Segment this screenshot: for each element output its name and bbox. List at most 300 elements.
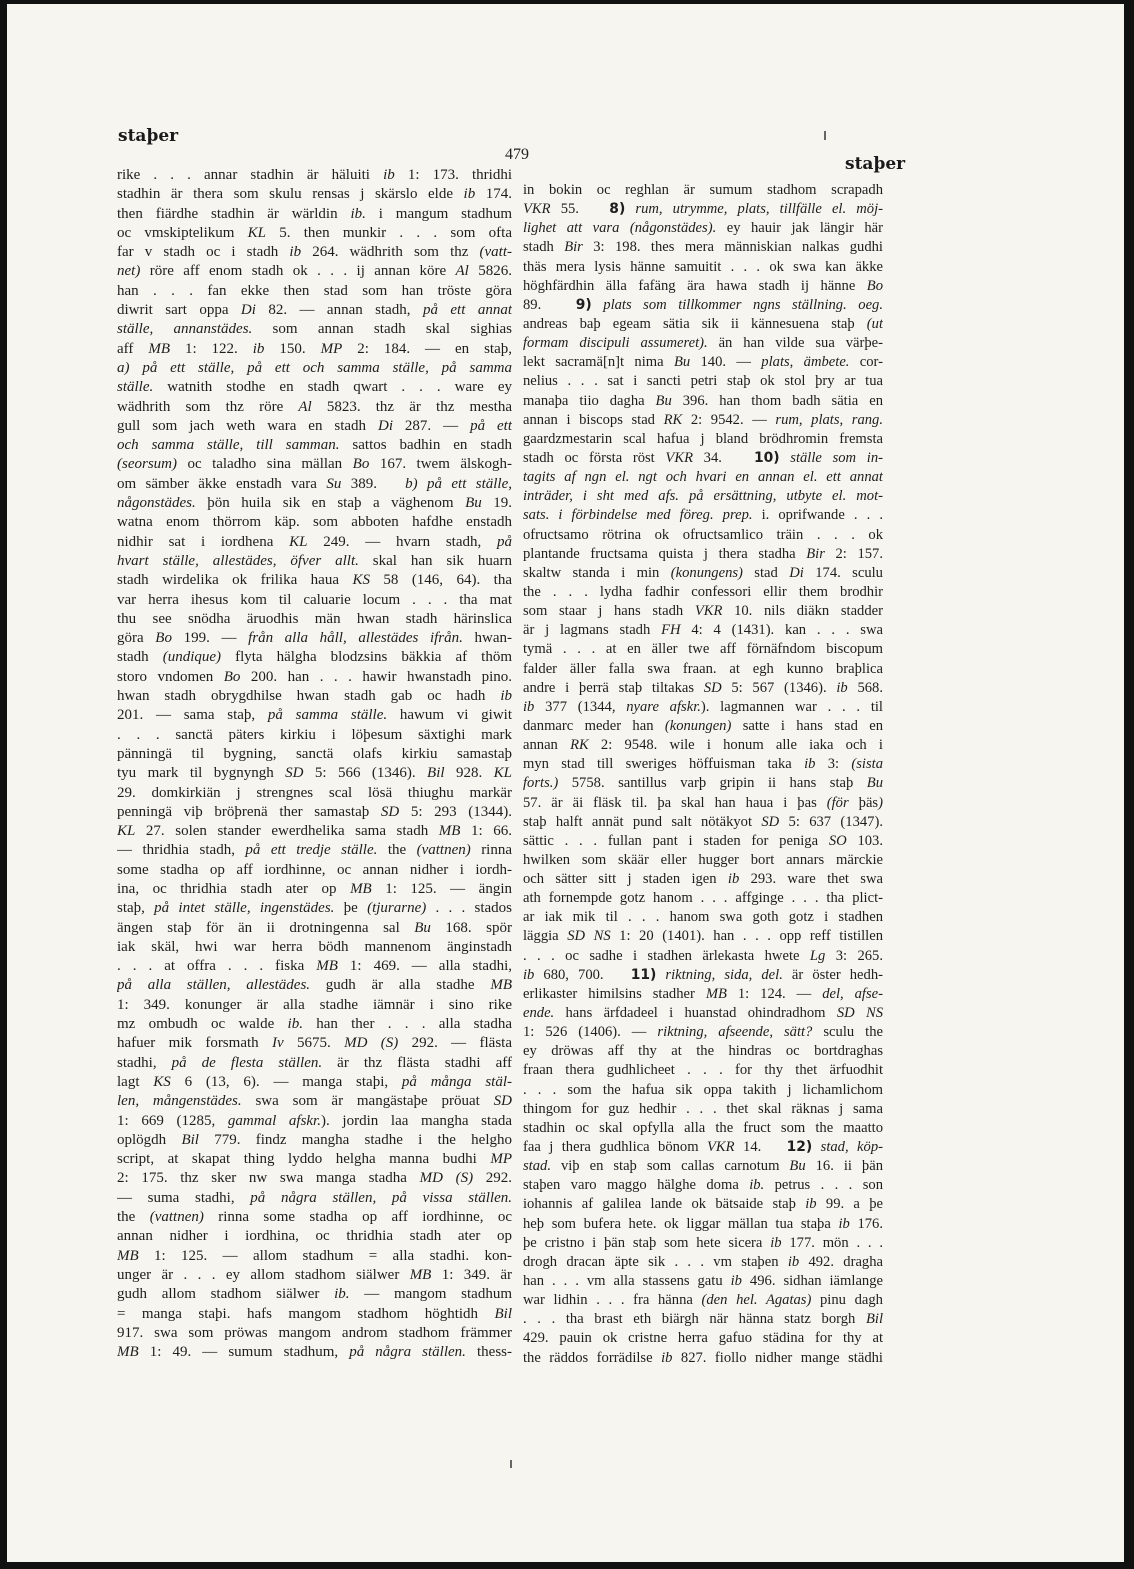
italic-segment: ställe, annanstädes.: [117, 321, 253, 338]
text-line: [117, 1247, 512, 1266]
text-segment: 1: 20 (1401). han . . . opp reff tistillen: [610, 928, 883, 945]
text-segment: 377 (1344,: [534, 698, 627, 715]
text-segment: 177. mön . . .: [781, 1234, 883, 1251]
text-segment: 1: 669 (1285,: [117, 1112, 228, 1129]
italic-segment: ib: [661, 1349, 673, 1366]
text-line: [523, 392, 883, 411]
text-segment: som annan stadh skal sighias: [252, 321, 512, 338]
text-segment: ängen staþ för än ii drotningenna sal: [117, 919, 415, 936]
italic-segment: inträder, i sht med afs. på ersättning, utbyte el. mot-: [523, 488, 883, 505]
text-segment: stadh oc första röst: [523, 449, 666, 466]
text-segment: þe cristno i þän staþ som hete sicera: [523, 1234, 771, 1251]
text-segment: gull som jach weth wara en stadh: [117, 417, 378, 434]
text-line: [117, 455, 512, 474]
italic-segment: Bil: [181, 1131, 199, 1148]
text-segment: och sätter sitt j staden igen: [523, 871, 728, 888]
left-text-column: [117, 166, 512, 1362]
italic-segment: SD NS: [567, 928, 611, 945]
italic-segment: Al: [298, 398, 312, 415]
text-segment: 827. fiollo nidher mange städhi: [672, 1349, 883, 1366]
text-segment: 150.: [264, 340, 321, 357]
text-line: [117, 668, 512, 687]
italic-segment: MB: [438, 823, 461, 840]
text-segment: staþ halft annät pund salt nötäkyot: [523, 813, 762, 830]
text-segment: hawum vi giwit: [387, 707, 512, 724]
text-segment: stadhin oc skal opfylla alla the fruct som the maatto: [523, 1119, 883, 1136]
text-segment: 680, 700.: [534, 966, 631, 983]
italic-segment: på de flesta ställen.: [171, 1054, 323, 1071]
text-segment: är j lagmans stadh: [523, 622, 662, 639]
text-segment: war lidhin . . . fra hänna: [523, 1292, 702, 1309]
text-line: [117, 282, 512, 301]
italic-segment: len, mångenstädes.: [117, 1093, 242, 1110]
text-segment: stad: [742, 564, 790, 581]
text-segment: 1: 122.: [170, 340, 253, 357]
text-segment: thingom for guz hedhir . . . thet skal räknas j sama: [523, 1100, 883, 1117]
italic-segment: rum, utrymme, plats, tillfälle el. möj-: [635, 201, 883, 218]
italic-segment: SD: [285, 765, 304, 782]
italic-segment: ib: [770, 1234, 782, 1251]
text-segment: staþ,: [117, 900, 155, 917]
text-line: [523, 813, 883, 832]
text-line: [523, 698, 883, 717]
text-segment: 34.: [693, 449, 754, 466]
text-segment: 14.: [734, 1139, 787, 1156]
italic-segment: SD: [380, 803, 400, 820]
text-segment: stadh: [523, 239, 565, 256]
sense-number: 12): [786, 1139, 813, 1156]
text-segment: 2: 9542. —: [682, 411, 776, 428]
text-line: [523, 794, 883, 813]
text-segment: erlikaster himilsins stadher: [523, 985, 706, 1002]
text-line: [523, 1253, 883, 1272]
text-segment: [812, 1139, 820, 1155]
text-segment: höghfärdhin älla fafäng ära hawa stadh ij hänne: [523, 277, 867, 294]
text-segment: 2: 157.: [824, 545, 883, 562]
text-segment: 1: 125. — allom stadhum = alla stadhi. kon-: [138, 1247, 512, 1264]
scanned-dictionary-page: [7, 4, 1124, 1562]
italic-segment: Di: [378, 417, 393, 434]
text-segment: the: [377, 842, 417, 859]
text-line: [117, 262, 512, 281]
text-segment: skal han sik huarn: [358, 552, 512, 569]
italic-segment: Bu: [465, 495, 482, 512]
text-segment: han ther . . . alla stadha: [302, 1016, 512, 1033]
left-running-headword: staþer: [118, 126, 179, 146]
text-line: [523, 1215, 883, 1234]
italic-segment: ib: [523, 966, 535, 983]
text-segment: 10. nils diäkn stadder: [722, 603, 883, 620]
text-segment: 199. —: [171, 630, 249, 647]
text-segment: 389.: [341, 475, 406, 492]
text-line: [117, 803, 512, 822]
italic-segment: på: [497, 533, 512, 550]
italic-segment: (den hel. Agatas): [701, 1292, 812, 1309]
text-segment: 396. han thom badh sätia en: [671, 392, 883, 409]
text-line: [523, 277, 883, 296]
italic-segment: (tjurarne): [367, 900, 427, 917]
text-segment: göra: [117, 630, 156, 647]
text-segment: 492. dragha: [799, 1253, 883, 1270]
text-segment: thess-: [465, 1344, 512, 1361]
text-line: [117, 1073, 512, 1092]
text-segment: 58 (146, 64). tha: [369, 572, 512, 589]
text-line: [117, 687, 512, 706]
text-segment: 779. findz mangha stadhe i the helgho: [198, 1131, 512, 1148]
text-segment: — thridhia stadh,: [117, 842, 246, 859]
text-segment: falder äller falla swa fraan. at egh kunno braþlica: [523, 660, 883, 677]
text-line: [117, 861, 512, 880]
italic-segment: VKR: [707, 1139, 735, 1156]
text-segment: the . . . lydha fadhir confessori ellir them brodhir: [523, 583, 883, 600]
italic-segment: (konungens): [670, 564, 743, 581]
italic-segment: någonstädes.: [117, 495, 196, 512]
text-segment: the: [117, 1209, 150, 1226]
text-segment: 5. then munkir . . . som ofta: [266, 224, 512, 241]
italic-segment: Bil: [865, 1311, 883, 1328]
text-segment: hafuer mik forsmath: [117, 1035, 272, 1052]
text-line: [117, 726, 512, 745]
italic-segment: Bu: [655, 392, 672, 409]
italic-segment: nyare afskr.: [626, 698, 701, 715]
text-segment: far v stadh oc i stadh: [117, 244, 290, 261]
italic-segment: b) på ett ställe,: [405, 475, 512, 492]
text-line: [523, 1061, 883, 1080]
text-segment: manaþa tiio dagha: [523, 392, 656, 409]
text-segment: ey hauir jak längir här: [716, 220, 883, 237]
italic-segment: Bo: [155, 630, 172, 647]
italic-segment: sats. i förbindelse med föreg. prep.: [523, 507, 753, 524]
italic-segment: ställe som in-: [790, 449, 883, 466]
text-segment: 292.: [473, 1170, 512, 1187]
text-line: [523, 1291, 883, 1310]
italic-segment: ib.: [334, 1286, 350, 1303]
text-segment: then fiärdhe stadhin är wärldin: [117, 205, 351, 222]
text-segment: sattos badhin en stadh: [339, 437, 512, 454]
italic-segment: Bo: [866, 277, 883, 294]
italic-segment: Bil: [427, 765, 445, 782]
italic-segment: del, afse-: [822, 985, 883, 1002]
text-line: [523, 181, 883, 200]
text-segment: andreas baþ egeam sätia sik ii kännesuena staþ: [523, 315, 867, 332]
italic-segment: ib: [836, 679, 848, 696]
text-segment: tyu mark til bygnyngh: [117, 765, 286, 782]
text-line: [523, 1329, 883, 1348]
text-line: [117, 1169, 512, 1188]
italic-segment: MB: [409, 1266, 432, 1283]
italic-segment: Iv: [271, 1035, 284, 1052]
text-line: [117, 224, 512, 243]
text-segment: 174. sculu: [803, 564, 883, 581]
italic-segment: forts.): [523, 775, 559, 792]
text-line: [117, 1150, 512, 1169]
text-segment: 167. twem älskogh-: [369, 456, 512, 473]
text-segment: 5826.: [468, 263, 512, 280]
text-line: [117, 1208, 512, 1227]
right-running-headword: staþer: [845, 154, 906, 174]
text-segment: the räddos forrädilse: [523, 1349, 662, 1366]
text-segment: 16. ii þän: [805, 1158, 883, 1175]
italic-segment: ib: [383, 167, 395, 183]
text-segment: petrus . . . son: [764, 1177, 883, 1194]
text-line: [523, 717, 883, 736]
italic-segment: Bu: [789, 1158, 806, 1175]
page-number: 479: [505, 146, 529, 163]
text-line: [523, 1042, 883, 1061]
text-segment: viþ en staþ som callas carnotum: [550, 1158, 790, 1175]
text-line: [523, 640, 883, 659]
text-segment: lagt: [117, 1073, 154, 1090]
text-segment: 293. ware thet swa: [739, 871, 883, 888]
text-segment: 496. sidhan iämlange: [741, 1273, 883, 1290]
italic-segment: riktning, sida, del.: [665, 966, 783, 983]
italic-segment: (seorsum): [117, 456, 177, 473]
text-segment: ofructsamo rötrina ok ofructsamlico träin . . . ok: [523, 526, 883, 543]
text-segment: penningä viþ bröþrenä ther samastaþ: [117, 803, 381, 820]
text-line: [117, 899, 512, 918]
italic-segment: på intet ställe, ingenstädes.: [154, 900, 335, 917]
text-segment: rinna: [470, 842, 512, 859]
text-line: [117, 841, 512, 860]
sense-number: 8): [609, 201, 626, 218]
sense-number: 10): [753, 449, 780, 466]
italic-segment: Lg: [809, 947, 826, 964]
text-line: [117, 880, 512, 899]
text-segment: som staar j hans stadh: [523, 603, 695, 620]
text-segment: unger är . . . ey allom stadhom siälwer: [117, 1266, 410, 1283]
italic-segment: på några ställen, på vissa ställen.: [250, 1189, 512, 1206]
text-segment: 1: 349. är: [431, 1266, 512, 1283]
text-segment: 168. spör: [430, 919, 512, 936]
text-line: [523, 966, 883, 985]
italic-segment: ib: [787, 1253, 800, 1270]
italic-segment: ib.: [749, 1177, 765, 1194]
italic-segment: KL: [289, 533, 308, 550]
text-segment: han . . . fan ekke then stad som han tröste göra: [117, 282, 512, 299]
text-segment: 3: 265.: [825, 947, 883, 964]
text-line: [117, 629, 512, 648]
text-segment: script, at skapat thing lyddo helgha manna budhi: [117, 1151, 491, 1168]
italic-segment: SD NS: [836, 1005, 883, 1022]
text-segment: 103.: [846, 832, 883, 849]
text-segment: pänningä til bygning, sanctä olafs kirkiu samastaþ: [117, 745, 512, 762]
text-segment: 57. är äi fläsk til. þa skal han haua i þas: [523, 794, 827, 811]
text-segment: 1: 124. —: [726, 985, 823, 1002]
text-line: [117, 301, 512, 320]
text-segment: flyta hälgha blodzsins bäkkia af thöm: [221, 649, 512, 666]
italic-segment: VKR: [694, 603, 723, 620]
text-line: [523, 219, 883, 238]
text-segment: annan nidher i iordhina, oc thridhia stadh ater op: [117, 1228, 512, 1245]
text-line: [117, 1305, 512, 1324]
italic-segment: ib: [727, 871, 740, 888]
text-segment: stadh: [117, 649, 163, 666]
italic-segment: formam discipuli assumeret).: [523, 335, 708, 352]
text-segment: 5: 293 (1344).: [399, 803, 512, 820]
italic-segment: på många stäl-: [401, 1073, 512, 1090]
text-segment: 201. — sama staþ,: [117, 707, 268, 724]
italic-segment: plats som tillkommer ngns ställning. oeg.: [603, 296, 883, 313]
text-segment: hwan-: [462, 630, 512, 647]
text-segment: watna enom thörrom käp. som abboten hafdhe enstadh: [117, 514, 512, 531]
text-line: [523, 774, 883, 793]
italic-segment: KS: [153, 1073, 171, 1090]
text-segment: ath fornempde gotz hanom . . . affginge . . . tha plict-: [523, 890, 883, 907]
text-segment: [780, 450, 791, 466]
italic-segment: lighet att vara (någonstädes).: [523, 220, 717, 237]
italic-segment: (vattnen): [149, 1209, 204, 1226]
text-segment: stadh wirdelika ok frilika haua: [117, 572, 353, 589]
italic-segment: Di: [789, 564, 804, 581]
text-line: [117, 1266, 512, 1285]
text-segment: 292. — flästa: [398, 1035, 512, 1052]
text-line: [523, 1349, 883, 1368]
italic-segment: Al: [455, 263, 469, 280]
text-line: [117, 1324, 512, 1343]
text-segment: 928.: [444, 765, 494, 782]
text-segment: 1: 349. konunger är alla stadhe iämnär i sino rike: [117, 996, 512, 1013]
text-segment: annan: [523, 737, 571, 754]
italic-segment: från alla håll, allestädes ifrån.: [248, 630, 463, 647]
text-segment: . . . at offra . . . fiska: [117, 958, 317, 975]
italic-segment: tagits af ngn el. ngt och hvari en annan el. ett annat: [523, 469, 883, 486]
scan-speck: [510, 1460, 512, 1468]
text-line: [523, 889, 883, 908]
text-line: [523, 870, 883, 889]
text-segment: annan i biscops stad: [523, 411, 664, 428]
text-line: [523, 832, 883, 851]
italic-segment: SD: [703, 679, 722, 696]
text-segment: oc taladho sina mällan: [177, 456, 353, 473]
text-line: [523, 430, 883, 449]
italic-segment: RK: [663, 411, 683, 428]
italic-segment: KL: [493, 765, 512, 782]
text-line: [117, 938, 512, 957]
italic-segment: ib.: [350, 205, 366, 222]
text-segment: swa som är mangästaþe pröuat: [241, 1093, 494, 1110]
text-segment: þön huila sik en staþ a väghenom: [195, 495, 466, 512]
text-segment: 89.: [523, 296, 576, 313]
text-segment: 568.: [847, 679, 883, 696]
text-segment: oplögdh: [117, 1131, 182, 1148]
italic-segment: KS: [352, 572, 370, 589]
text-segment: . . . oc sadhe i stadhen ärlekasta hwete: [523, 947, 810, 964]
italic-segment: KL: [247, 224, 267, 241]
italic-segment: Di: [240, 302, 256, 319]
italic-segment: ib: [252, 340, 265, 357]
text-segment: thu see snödha äruodhis män hwan stadh härinslica: [117, 610, 512, 627]
italic-segment: på ett annat: [422, 302, 512, 319]
text-line: [117, 591, 512, 610]
text-line: [117, 436, 512, 455]
text-line: [523, 1176, 883, 1195]
text-segment: [625, 201, 635, 217]
italic-segment: MB: [490, 977, 512, 994]
text-segment: = manga staþi. hafs mangom stadhom höghtidh: [117, 1305, 495, 1322]
text-segment: sättic . . . fullan pant i staden for peniga: [523, 832, 829, 849]
text-line: [117, 320, 512, 339]
text-segment: nidhir sat i iordhena: [117, 533, 290, 550]
text-segment: 1: 173. thridhi: [394, 167, 512, 183]
text-line: [523, 1004, 883, 1023]
text-segment: ). jordin laa mangha stada: [321, 1112, 512, 1129]
text-line: [117, 1343, 512, 1362]
text-line: [117, 1189, 512, 1208]
text-line: [523, 411, 883, 430]
text-segment: 5675.: [283, 1035, 345, 1052]
text-segment: 5: 566 (1346).: [303, 765, 428, 782]
italic-segment: SD: [761, 813, 780, 830]
text-segment: 1: 125. — ängin: [371, 880, 512, 897]
text-segment: pinu dagh: [811, 1292, 883, 1309]
text-line: [523, 296, 883, 315]
italic-segment: ib: [289, 244, 302, 261]
text-line: [523, 602, 883, 621]
text-line: [523, 1023, 883, 1042]
text-segment: rinna some stadha op aff iordhinne, oc: [203, 1209, 512, 1226]
text-line: [523, 372, 883, 391]
text-line: [117, 166, 512, 185]
text-segment: aff: [117, 340, 149, 357]
text-segment: lekt sacramä[n]t nima: [523, 354, 674, 371]
text-segment: 917. swa som pröwas mangom androm stadhom främmer: [117, 1324, 512, 1341]
italic-segment: på alla ställen, allestädes.: [117, 977, 311, 994]
text-segment: 29. domkirkiän j strengnes scal lösä thiughu markär: [117, 784, 512, 801]
italic-segment: stad, köp-: [820, 1139, 883, 1156]
text-line: [523, 545, 883, 564]
text-line: [523, 1310, 883, 1329]
text-line: [523, 985, 883, 1004]
italic-segment: ib: [523, 698, 535, 715]
text-segment: 264. wädhrith som thz: [301, 244, 480, 261]
text-line: [523, 660, 883, 679]
text-line: [117, 398, 512, 417]
text-line: [523, 1100, 883, 1119]
italic-segment: ib: [804, 756, 816, 773]
text-segment: än han vilde sua värþe-: [707, 335, 883, 352]
italic-segment: (för: [826, 794, 849, 811]
text-line: [117, 552, 512, 571]
text-line: [117, 976, 512, 995]
text-line: [523, 851, 883, 870]
text-segment: 1: 49. — sumum stadhum,: [138, 1344, 350, 1361]
text-segment: 3: 198. thes mera människian nalkas gudhi: [582, 239, 883, 256]
italic-segment: SD: [493, 1093, 512, 1110]
text-segment: . . . tha brast eth biärgh när hänna statz borgh: [523, 1311, 866, 1328]
text-segment: 200. han . . . hawir hwanstadh pino.: [240, 668, 512, 685]
text-segment: 2: 9548. wile i honum alle iaka och i: [588, 737, 883, 754]
text-segment: — mangom stadhum: [349, 1286, 512, 1303]
text-line: [523, 1081, 883, 1100]
text-segment: om sämber äkke enstadh vara: [117, 475, 327, 492]
text-segment: heþ som bufera hete. ok liggar mällan tua staþa: [523, 1215, 839, 1232]
italic-segment: RK: [570, 737, 589, 754]
text-line: [523, 1195, 883, 1214]
text-segment: — suma stadhi,: [117, 1189, 251, 1206]
text-segment: . . . stados: [426, 900, 512, 917]
italic-segment: Su: [326, 475, 342, 492]
text-line: [117, 1034, 512, 1053]
sense-number: 9): [575, 296, 592, 313]
text-segment: rike . . . annar stadhin är häluiti: [117, 167, 384, 183]
italic-segment: MB: [350, 880, 372, 897]
text-segment: 1: 469. — alla stadhi,: [337, 958, 512, 975]
italic-segment: FH: [661, 622, 681, 639]
italic-segment: Bir: [564, 239, 583, 256]
text-segment: gaardzmestarin scal hafua j bland brödhromin fremsta: [523, 430, 883, 447]
text-segment: watnith stodhe en stadh qwart . . . ware ey: [153, 379, 512, 396]
text-segment: 5758. santillus varþ gripin ii hans staþ: [558, 775, 867, 792]
